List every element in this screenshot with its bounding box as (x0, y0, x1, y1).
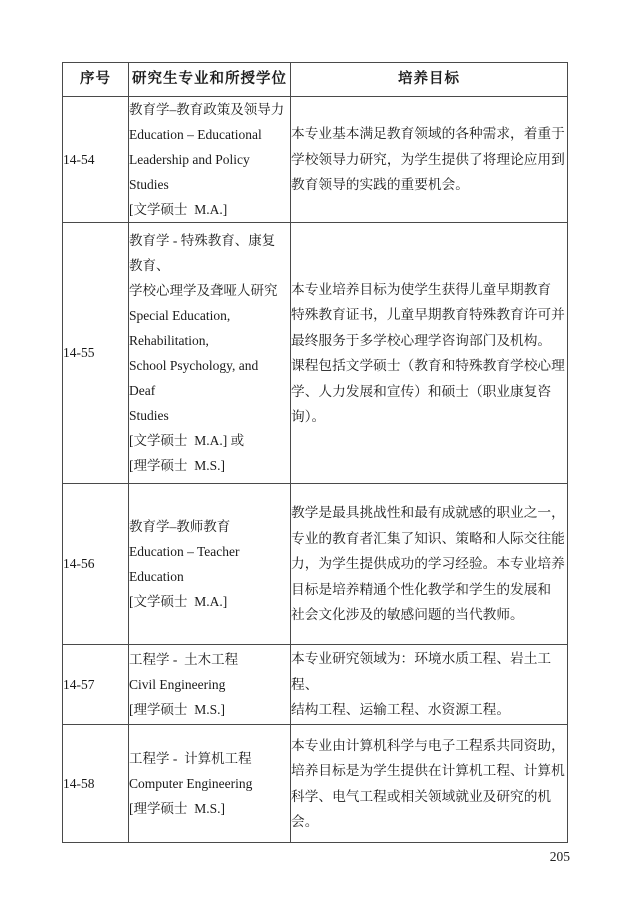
program-line: [理学硕士 M.S.] (129, 458, 226, 473)
table-row (63, 484, 568, 645)
cell-goal (291, 725, 568, 843)
column-header-program: 研究生专业和所授学位 (129, 63, 291, 97)
program-line: 教育、 (129, 258, 170, 273)
goal-line: 课程包括文学硕士（教育和特殊教育学校心理 (291, 358, 565, 373)
cell-index: 14-54 (63, 97, 129, 223)
program-line: Studies (129, 177, 169, 192)
goal-line: 专业的教育者汇集了知识、策略和人际交往能 (291, 530, 565, 546)
goal-line: 力，为学生提供成功的学习经验。本专业培养 (291, 556, 565, 572)
table-row (63, 223, 568, 484)
goal-line: 学、人力发展和宣传）和硕士（职业康复咨询）。 (291, 383, 552, 424)
program-line: 教育学 - 特殊教育、康复 (129, 233, 276, 248)
goal-line: 培养目标是为学生提供在计算机工程、计算机 (291, 763, 565, 778)
program-line: Leadership and Policy (129, 152, 250, 167)
program-line: Education – Educational (129, 127, 262, 142)
goal-line: 学校领导力研究，为学生提供了将理论应用到 (291, 151, 565, 167)
program-line: [文学硕士 M.A.] (129, 202, 228, 217)
goal-line: 特殊教育证书，儿童早期教育特殊教育许可并 (291, 307, 565, 322)
program-line: Deaf (129, 383, 156, 398)
column-header-goal: 培养目标 (291, 63, 568, 97)
cell-program (129, 725, 291, 843)
goal-line: 社会文化涉及的敏感问题的当代教师。 (291, 607, 524, 623)
cell-index: 14-55 (63, 223, 129, 484)
cell-goal (291, 223, 568, 484)
program-line: Computer Engineering (129, 776, 253, 791)
goal-line: 本专业研究领域为：环境水质工程、岩土工程、 (291, 651, 552, 692)
goal-line: 目标是培养精通个性化教学和学生的发展和 (291, 581, 552, 597)
goal-line: 科学、电气工程或相关领域就业及研究的机 (291, 788, 552, 804)
program-line: Education – Teacher (129, 544, 240, 559)
goal-line: 结构工程、运输工程、水资源工程。 (291, 702, 511, 718)
cell-index: 14-57 (63, 645, 129, 725)
program-line: 教育学–教育政策及领导力 (129, 102, 285, 117)
column-header-index: 序号 (63, 63, 129, 97)
goal-line: 最终服务于多学校心理学咨询部门及机构。 (291, 332, 552, 348)
program-line: Education (129, 569, 184, 584)
cell-goal (291, 97, 568, 223)
cell-program (129, 645, 291, 725)
graduate-program-table (62, 62, 568, 843)
program-line: Rehabilitation, (129, 333, 209, 348)
program-line: 学校心理学及聋哑人研究 (129, 283, 278, 298)
goal-line: 教学是最具挑战性和最有成就感的职业之一， (291, 505, 565, 521)
table-row (63, 97, 568, 223)
cell-goal (291, 484, 568, 645)
table-header-row (63, 63, 568, 97)
cell-index: 14-56 (63, 484, 129, 645)
cell-program (129, 484, 291, 645)
cell-index: 14-58 (63, 725, 129, 843)
program-line: [理学硕士 M.S.] (129, 801, 226, 816)
program-line: [文学硕士 M.A.] (129, 594, 228, 609)
program-line: 教育学–教师教育 (129, 519, 231, 534)
program-line: 工程学 - 土木工程 (129, 652, 239, 667)
cell-goal (291, 645, 568, 725)
cell-program (129, 97, 291, 223)
table-row (63, 725, 568, 843)
program-line: Civil Engineering (129, 677, 226, 692)
program-line: School Psychology, and (129, 358, 259, 373)
program-line: [理学硕士 M.S.] (129, 702, 226, 717)
table-row (63, 645, 568, 725)
program-line: Special Education, (129, 308, 231, 323)
cell-program (129, 223, 291, 484)
goal-line: 本专业基本满足教育领域的各种需求，着重于 (291, 126, 565, 142)
program-line: [文学硕士 M.A.] 或 (129, 433, 245, 448)
program-line: 工程学 - 计算机工程 (129, 751, 252, 766)
page-number: 205 (549, 849, 570, 864)
goal-line: 本专业培养目标为使学生获得儿童早期教育 (291, 281, 552, 297)
program-line: Studies (129, 408, 169, 423)
goal-line: 本专业由计算机科学与电子工程系共同资助， (291, 737, 565, 753)
goal-line: 教育领导的实践的重要机会。 (291, 177, 469, 193)
goal-line: 会。 (291, 814, 319, 829)
